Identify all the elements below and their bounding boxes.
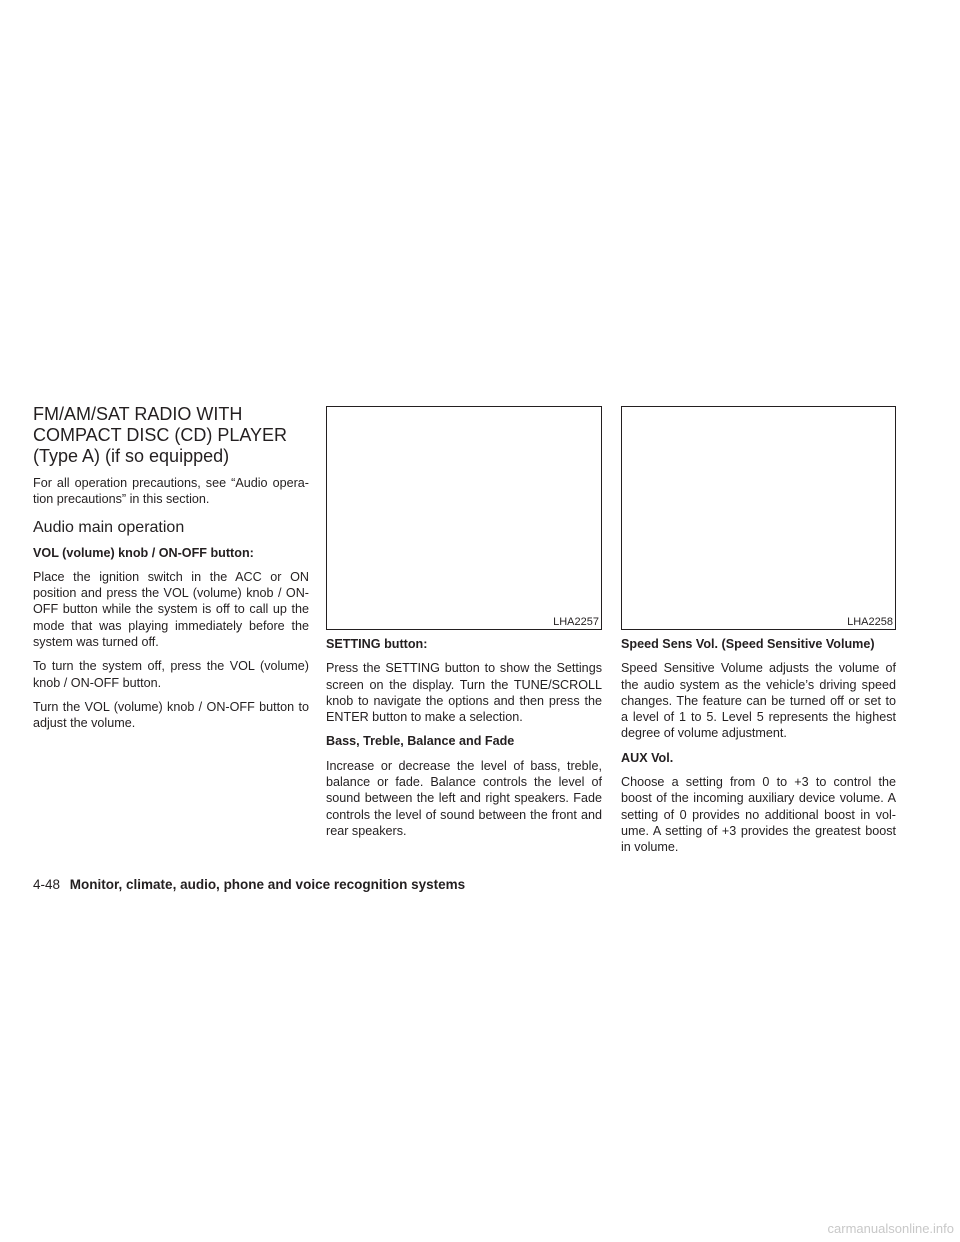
speed-sens-heading: Speed Sens Vol. (Speed Sensitive Volume) xyxy=(621,637,875,651)
vol-paragraph-3: Turn the VOL (volume) knob / ON-OFF button to adjust the volume. xyxy=(33,699,309,731)
vol-paragraph-1: Place the ignition switch in the ACC or ON position and press the VOL (volume) knob / ON-OFF button while the system is off to call up the mode that was playing immediately before the system was turned off. xyxy=(33,569,309,650)
middle-column xyxy=(326,404,602,847)
bass-treble-paragraph: Increase or decrease the level of bass, treble, balance or fade. Balance controls the level of sound between the left and right speakers. Fade controls the level of sound between the front and rear speakers. xyxy=(326,758,602,838)
chapter-title: Monitor, climate, audio, phone and voice recognition systems xyxy=(69,877,466,892)
figure-lha2257 xyxy=(326,406,602,630)
subsection-title: Audio main operation xyxy=(33,518,185,536)
watermark: carmanualsonline.info xyxy=(827,1221,954,1236)
vol-knob-heading: VOL (volume) knob / ON-OFF button: xyxy=(33,545,254,560)
speed-sens-paragraph: Speed Sensitive Volume adjusts the volume of the audio system as the vehicle’s driving speed changes. The feature can be turned off or set to a level of 1 to 5. Level 5 represents the highest degree of volume adjustment. xyxy=(621,661,896,741)
figure-label: LHA2257 xyxy=(553,616,599,628)
page-footer xyxy=(33,877,465,893)
figure-lha2258 xyxy=(621,406,896,630)
intro-paragraph: For all operation precautions, see “Audio opera-tion precautions” in this section. xyxy=(33,476,309,507)
bass-treble-heading: Bass, Treble, Balance and Fade xyxy=(326,734,515,749)
right-column xyxy=(621,404,896,864)
setting-paragraph: Press the SETTING button to show the Settings screen on the display. Turn the TUNE/SCROLL knob to navigate the options and then press the ENTER button to make a selection. xyxy=(326,661,602,725)
aux-vol-paragraph: Choose a setting from 0 to +3 to control the boost of the incoming auxiliary device volume. A setting of 0 provides no additional boost in vol-ume. A setting of +3 provides the greatest boost in volume. xyxy=(621,775,896,855)
left-column xyxy=(33,404,309,740)
figure-label: LHA2258 xyxy=(847,616,893,628)
vol-paragraph-2: To turn the system off, press the VOL (volume) knob / ON-OFF button. xyxy=(33,659,309,690)
section-title: FM/AM/SAT RADIO WITH COMPACT DISC (CD) PLAYER (Type A) (if so equipped) xyxy=(33,404,288,466)
page-number: 4-48 xyxy=(33,877,61,892)
aux-vol-heading: AUX Vol. xyxy=(621,750,674,765)
setting-button-heading: SETTING button: xyxy=(326,637,428,651)
